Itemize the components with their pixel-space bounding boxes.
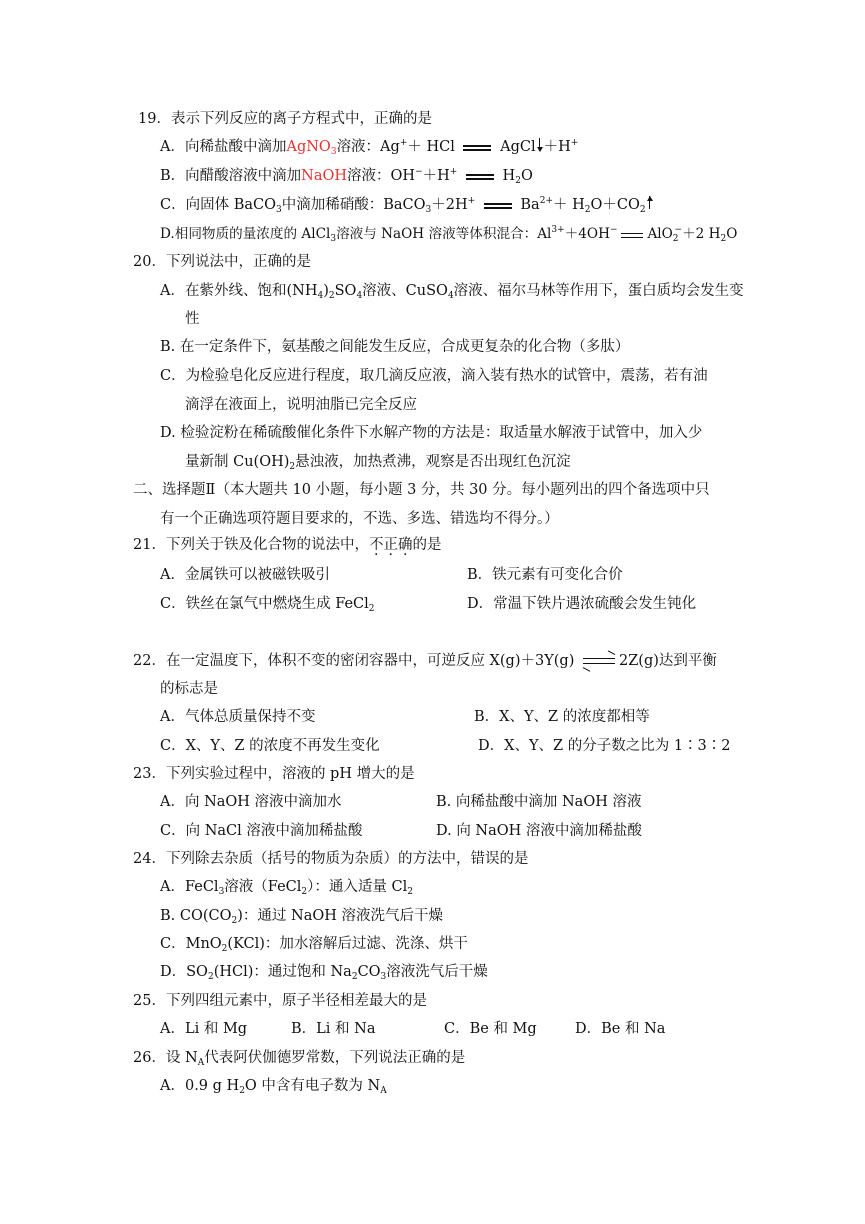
emphasis-dot: 正 bbox=[383, 537, 398, 553]
q19-a-suffix: 溶液：Ag bbox=[336, 139, 400, 155]
q22-option-d: D．X、Y、Z 的分子数之比为 1∶3∶2 bbox=[478, 738, 731, 754]
q26-option-a: A．0.9 g $H_2O$ 中含有电子数为 $N_A$ bbox=[160, 1078, 387, 1096]
q25-option-c: C．Be 和 Mg bbox=[444, 1021, 537, 1037]
q19-option-a: A．向稀盐酸中滴加AgNO$_3$溶液：Ag+＋ HCl AgCl ＋H+ bbox=[160, 138, 579, 157]
precipitate-arrow-icon bbox=[536, 138, 544, 152]
q23-stem: 23．下列实验过程中，溶液的 pH 增大的是 bbox=[133, 766, 415, 782]
q20-option-c-cont: 滴浮在液面上，说明油脂已完全反应 bbox=[185, 397, 417, 413]
q23-option-c: C．向 NaCl 溶液中滴加稀盐酸 bbox=[160, 823, 363, 839]
q19-b-reagent: NaOH bbox=[301, 168, 348, 184]
q26-stem: 26．设 $N_A$代表阿伏伽德罗常数，下列说法正确的是 bbox=[133, 1050, 466, 1068]
section-2-heading-cont: 有一个正确选项符题目要求的，不选、多选、错选均不得分。） bbox=[160, 511, 559, 527]
q22-stem: 22．在一定温度下，体积不变的密闭容器中，可逆反应 X(g)＋3Y(g) 2Z(g)达到平衡 bbox=[133, 651, 717, 671]
q20-option-b: B. 在一定条件下，氨基酸之间能发生反应，合成更复杂的化合物（多肽） bbox=[160, 339, 630, 355]
q19-a-prefix: A．向稀盐酸中滴加 bbox=[160, 139, 287, 155]
q20-option-d-cont: 量新制 $Cu(OH)_2$悬浊液，加热煮沸，观察是否出现红色沉淀 bbox=[185, 454, 571, 472]
reversible-arrow-icon bbox=[579, 651, 619, 671]
q20-option-d: D. 检验淀粉在稀硫酸催化条件下水解产物的方法是：取适量水解液于试管中，加入少 bbox=[160, 425, 703, 441]
q22-stem-cont: 的标志是 bbox=[160, 681, 218, 697]
emphasis-dot: 不 bbox=[368, 537, 384, 553]
q24-option-a: A．FeCl$_3$溶液（FeCl$_2$）：通入适量 $Cl_2$ bbox=[160, 879, 413, 897]
q20-option-a: A．在紫外线、饱和$(NH_4)_2SO_4$溶液、CuSO$_4$溶液、福尔马林等作用下，蛋白质均会发生变 bbox=[160, 283, 744, 301]
equals-sign-icon bbox=[617, 225, 647, 245]
q22-option-a: A．气体总质量保持不变 bbox=[160, 709, 316, 725]
q24-stem: 24．下列除去杂质（括号的物质为杂质）的方法中，错误的是 bbox=[133, 851, 529, 867]
q23-option-d: D. 向 NaOH 溶液中滴加稀盐酸 bbox=[436, 823, 642, 839]
q21-stem: 21．下列关于铁及化合物的说法中，不正确的是 bbox=[133, 537, 442, 553]
equals-sign-icon bbox=[480, 195, 516, 215]
q20-option-c: C．为检验皂化反应进行程度，取几滴反应液，滴入装有热水的试管中，震荡，若有油 bbox=[160, 368, 708, 384]
q23-option-b: B. 向稀盐酸中滴加 NaOH 溶液 bbox=[436, 794, 642, 810]
q25-option-b: B．Li 和 Na bbox=[291, 1021, 376, 1037]
q21-option-c: C．铁丝在氯气中燃烧生成 FeCl$_2$ bbox=[160, 596, 375, 614]
q22-option-b: B．X、Y、Z 的浓度都相等 bbox=[474, 709, 650, 725]
q19-option-d: D.相同物质的量浓度的 AlCl$_3$溶液与 NaOH 溶液等体积混合：$Al^{3+}+4OH^-$ AlO$_2$−＋2 $H_2O$ bbox=[160, 225, 738, 244]
q19-stem: 19．表示下列反应的离子方程式中，正确的是 bbox=[138, 111, 432, 127]
q25-option-a: A．Li 和 Mg bbox=[160, 1021, 248, 1037]
q21-option-a: A．金属铁可以被磁铁吸引 bbox=[160, 567, 330, 583]
q25-stem: 25．下列四组元素中，原子半径相差最大的是 bbox=[133, 993, 427, 1009]
q24-option-b: B. $CO(CO_2)$：通过 NaOH 溶液洗气后干燥 bbox=[160, 908, 443, 926]
q19-option-c: C．向固体 BaCO$_3$中滴加稀硝酸：BaCO$_3$＋2H+ $Ba^{2+}+ H_2O+CO_2$ bbox=[160, 195, 654, 215]
equals-sign-icon bbox=[462, 166, 498, 186]
q20-option-a-cont: 性 bbox=[185, 311, 200, 327]
q20-stem: 20．下列说法中，正确的是 bbox=[133, 254, 311, 270]
q24-option-c: C．MnO$_2$(KCl)：加水溶解后过滤、洗涤、烘干 bbox=[160, 936, 468, 954]
q21-option-b: B．铁元素有可变化合价 bbox=[467, 567, 623, 583]
q23-option-a: A．向 NaOH 溶液中滴加水 bbox=[160, 794, 342, 810]
section-2-heading: 二、选择题Ⅱ（本大题共 10 小题，每小题 3 分，共 30 分。每小题列出的四个备选项中只 bbox=[133, 482, 710, 498]
q25-option-d: D．Be 和 Na bbox=[575, 1021, 666, 1037]
q19-option-b: B．向醋酸溶液中滴加NaOH溶液：OH−＋H+ $H_2O$ bbox=[160, 167, 533, 186]
gas-arrow-icon bbox=[646, 196, 654, 210]
q22-option-c: C．X、Y、Z 的浓度不再发生变化 bbox=[160, 738, 380, 754]
q24-option-d: D．$SO_2(HCl)$：通过饱和 $Na_2CO_3$溶液洗气后干燥 bbox=[160, 964, 488, 982]
equals-sign-icon bbox=[459, 137, 495, 157]
q19-a-reagent: AgNO$_3$ bbox=[286, 139, 337, 157]
emphasis-dot: 确 bbox=[397, 537, 413, 553]
q21-option-d: D．常温下铁片遇浓硫酸会发生钝化 bbox=[467, 596, 697, 612]
